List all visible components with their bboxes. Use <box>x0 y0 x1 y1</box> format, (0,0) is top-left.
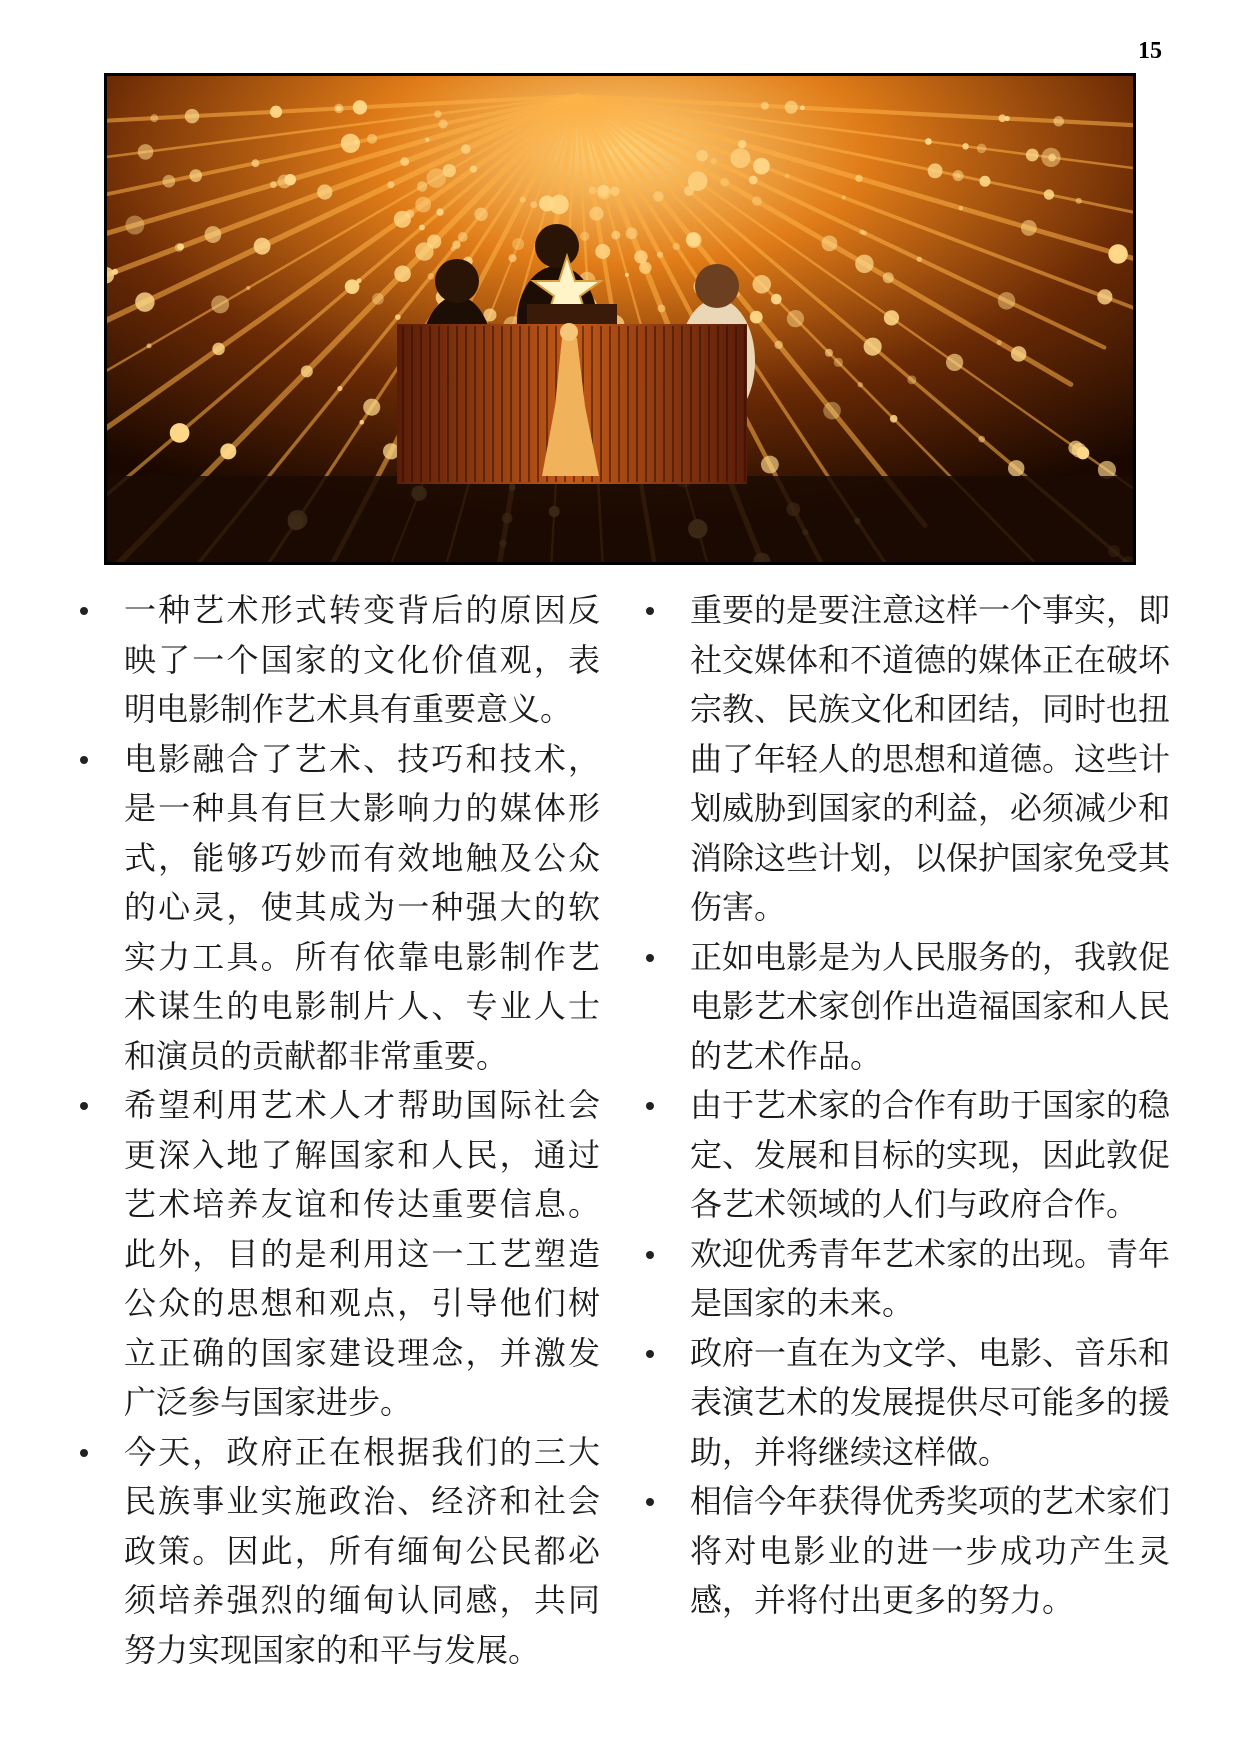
list-item-text: 希望利用艺术人才帮助国际社会更深入地了解国家和人民，通过艺术培养友谊和传达重要信息。此外，目的是利用这一工艺塑造公众的思想和观点，引导他们树立正确的国家建设理念，并激发广泛参与国家进步。 <box>124 1086 600 1421</box>
list-item <box>646 1329 1170 1478</box>
article-body <box>80 586 1170 1675</box>
list-item-text: 一种艺术形式转变背后的原因反映了一个国家的文化价值观，表明电影制作艺术具有重要意义。 <box>124 591 600 728</box>
bullet-icon <box>80 607 88 615</box>
bullet-icon <box>80 1449 88 1457</box>
award-ceremony-photo <box>104 73 1136 565</box>
list-item <box>80 586 600 735</box>
list-item <box>646 1081 1170 1230</box>
list-item-text: 电影融合了艺术、技巧和技术，是一种具有巨大影响力的媒体形式，能够巧妙而有效地触及公众的心灵，使其成为一种强大的软实力工具。所有依靠电影制作艺术谋生的电影制片人、专业人士和演员的贡献都非常重要。 <box>124 739 600 1075</box>
page-number: 15 <box>1138 38 1162 64</box>
right-column <box>646 586 1170 1675</box>
list-item-text: 今天，政府正在根据我们的三大民族事业实施政治、经济和社会政策。因此，所有缅甸公民都必须培养强烈的缅甸认同感，共同努力实现国家的和平与发展。 <box>124 1432 600 1669</box>
photo-illustration <box>107 76 1133 562</box>
bullet-icon <box>80 1102 88 1110</box>
bullet-icon <box>646 1251 654 1259</box>
bullet-icon <box>80 756 88 764</box>
list-item-text: 由于艺术家的合作有助于国家的稳定、发展和目标的实现，因此敦促各艺术领域的人们与政府合作。 <box>690 1086 1171 1223</box>
left-column <box>80 586 600 1675</box>
list-item-text: 重要的是要注意这样一个事实，即社交媒体和不道德的媒体正在破坏宗教、民族文化和团结，同时也扭曲了年轻人的思想和道德。这些计划威胁到国家的利益，必须减少和消除这些计划，以保护国家免受其伤害。 <box>690 591 1171 926</box>
list-item-text: 正如电影是为人民服务的，我敦促电影艺术家创作出造福国家和人民的艺术作品。 <box>690 937 1171 1075</box>
list-item <box>80 1081 600 1428</box>
list-item <box>646 1230 1170 1329</box>
list-item <box>646 1477 1170 1626</box>
list-item-text: 欢迎优秀青年艺术家的出现。青年是国家的未来。 <box>690 1234 1171 1322</box>
bullet-icon <box>646 1102 654 1110</box>
bullet-icon <box>646 954 654 962</box>
bullet-icon <box>646 1498 654 1506</box>
list-item <box>646 586 1170 933</box>
bullet-icon <box>646 1350 654 1358</box>
list-item <box>80 1428 600 1676</box>
list-item-text: 相信今年获得优秀奖项的艺术家们将对电影业的进一步成功产生灵感，并将付出更多的努力。 <box>690 1482 1171 1619</box>
list-item <box>80 735 600 1082</box>
bullet-icon <box>646 607 654 615</box>
list-item-text: 政府一直在为文学、电影、音乐和表演艺术的发展提供尽可能多的援助，并将继续这样做。 <box>690 1333 1171 1471</box>
list-item <box>646 933 1170 1082</box>
